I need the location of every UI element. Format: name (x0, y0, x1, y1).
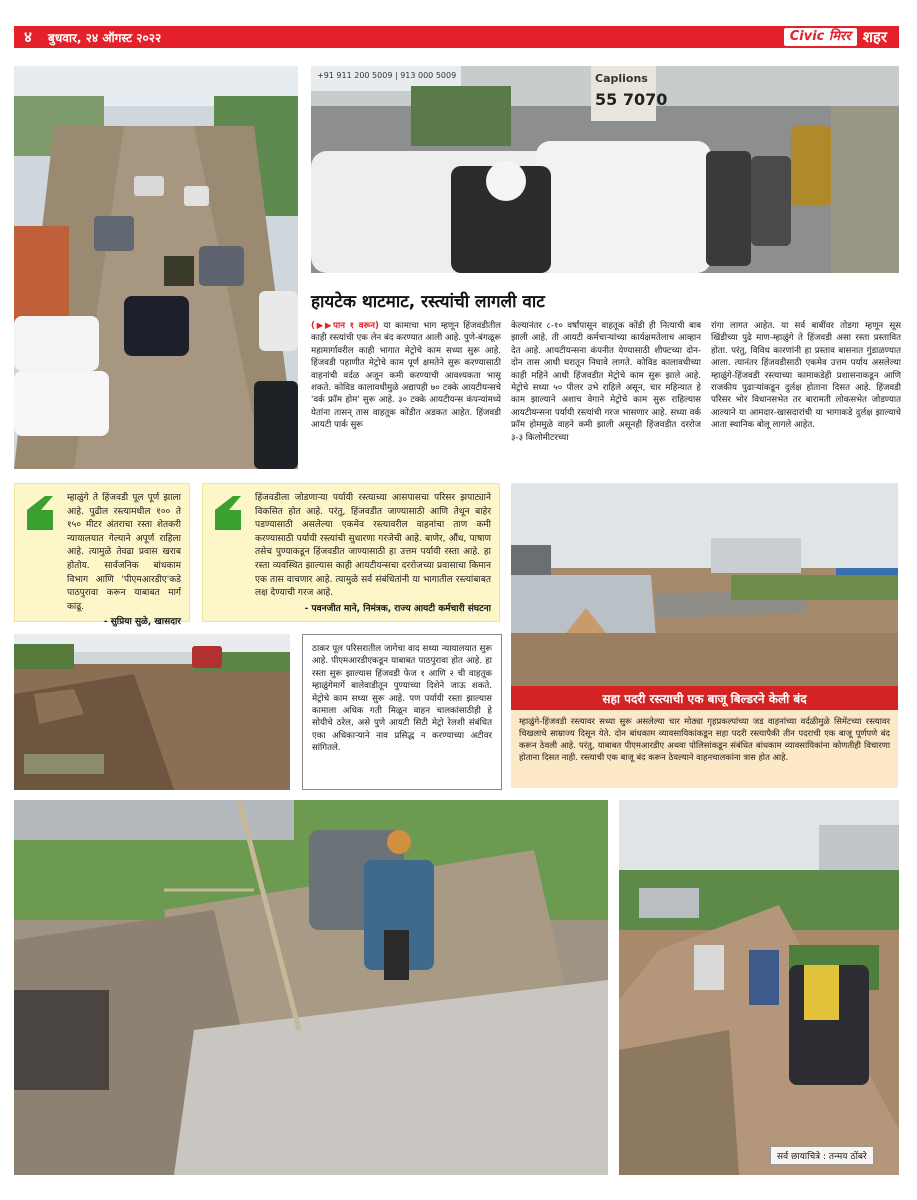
photo-riders-dirt-road (619, 800, 899, 1175)
feature-title: सहा पदरी रस्त्याची एक बाजू बिल्डरने केली बंद (511, 686, 898, 710)
quote-mark-icon (211, 492, 245, 532)
page-number: ४ (24, 28, 32, 46)
sidebar-note: ठाकर पूल परिसरातील जागेचा वाद सध्या न्यायालयात सुरू आहे. पीएमआरडीएकडून याबाबत पाठपुरावा होत आहे. हा रस्ता सुरू झाल्यास हिंजवडी फेज १ आणि २ ची वाहतूक म्हाळुंगेमार्गे बालेवाडीतून पुण्याच्या दिशेने जाऊ शकते. मेट्रोचे काम सध्या सुरू आहे. पण पर्यायी रस्ता झाल्यास कामाला अधिक गती मिळून वाहन चालकांसाठीही हे सोयीचे ठरेल, असे पुणे आयटी सिटी मेट्रो रेलशी संबंधित एका अधिकाऱ्याने नाव प्रसिद्ध न करण्याच्या अटीवर सांगितले. (302, 634, 502, 790)
quote-box-mane (202, 483, 500, 622)
billboard-brand: Caplions (595, 72, 648, 85)
quote-author: - पवनजीत माने, निमंत्रक, राज्य आयटी कर्मचारी संघटना (304, 603, 491, 614)
billboard-number: 55 7070 (595, 90, 668, 109)
continued-from-ref: (▶▶पान १ वरून) (311, 321, 379, 331)
article-body (311, 320, 901, 470)
photo-traffic-jam (311, 66, 899, 273)
photo-credit: सर्व छायाचित्रे : तन्मय ठोंबरे (770, 1146, 874, 1165)
quote-text: म्हाळुंगे ते हिंजवडी पूल पूर्ण झाला आहे. पुढील रस्त्यामधील १०० ते १५० मीटर अंतराचा रस्ता शेतकरी न्यायालयात गेल्याने अपूर्ण राहिला आहे. त्यामुळे तेवढा प्रवास खराब होतोय. सार्वजनिक बांधकाम विभाग आणि 'पीएमआरडीए'कडे पाठपुरावा करून याबाबत मार्ग काढू. (67, 493, 181, 612)
article-column-1 (311, 320, 501, 470)
photo-traffic-aerial (14, 66, 298, 469)
quote-text: हिंजवडीला जोडणाऱ्या पर्यायी रस्त्याच्या आसपासचा परिसर झपाट्याने विकसित होत आहे. परंतु, हिंजवडीत जाण्यासाठी आणि तेथून बाहेर पडण्यासाठी असलेल्या एकमेव रस्त्यावरील वाहनांचा ताण कमी करण्यासाठी पर्यायी रस्त्यांची सुधारणा गरजेची आहे. बाणेर, औंध, पाषाण तसेच पुण्याकडून हिंजवडीत जाण्यासाठी हा उत्तम पर्यायी रस्ता आहे. हा रस्ता व्यवस्थित झाल्यास काही आयटीयन्सचा दररोजच्या प्रवासाचा किमान एक तास वाचणार आहे. त्यामुळे सर्व संबंधितांनी या भागातील रस्त्यांबाबत लक्ष देण्याची गरज आहे. (255, 493, 491, 599)
article-col1-text: या कामाचा भाग म्हणून हिंजवडीतील काही रस्त्यांची एक लेन बंद करण्यात आली आहे. पुणे-बंगळूरू महामार्गावरील काही भागात मेट्रोचे काम सध्या सुरू आहे. हिंजवडी पहाणीत मेट्रोचे काम पूर्ण क्षमतेने सुरू करण्यासाठी वाहनांची वर्दळ अजून कमी करण्याची आवश्यकता भासू शकते. कोविड कालावधीमुळे अद्यापही ७० टक्के आयटीयन्सचे 'वर्क फ्रॉम होम' सुरू आहे. ३० टक्के आयटीयन्स कंपन्यांमध्ये येतांना तासन् तास वाहतूक कोंडीत अडकत आहेत. हिंजवडी आयटी पार्क सुरू (311, 321, 501, 431)
quote-mark-icon (23, 492, 57, 532)
page-header-bar (14, 26, 899, 48)
quote-box-sule (14, 483, 190, 628)
photo-construction-road (511, 483, 898, 686)
article-column-3: रांगा लागत आहेत. या सर्व बाबींवर तोडगा म्हणून सूस खिंडीच्या पुढे माण-म्हाळुंगे ते हिंजवडी असा रस्ता प्रस्तावित होता. परंतु, विविध कारणांनी हा प्रस्ताव बासनात गुंडाळण्यात आला. त्यानंतर हिंजवडीसाठी एकमेव उत्तम पर्याय असलेल्या म्हाळुंगे-हिंजवडी रस्त्याच्या कामाकडेही प्रशासनाकडून आणि राजकीय पुढाऱ्यांकडून दुर्लक्ष होताना दिसत आहे. हिंजवडी परिसर भोर विधानसभेत तर बारामती लोकसभेत जोडण्यात आल्याने या आमदार-खासदारांची या भागाकडे दुर्लक्ष झाल्याचे आता स्थानिक बोलू लागले आहेत. (711, 321, 901, 431)
article-column-2: केल्यानंतर ८-१० वर्षांपासून वाहतूक कोंडी ही नित्याची बाब झाली आहे. ती आयटी कर्मचाऱ्यांच्या कार्यक्षमतेलाच आव्हान देत आहे. आयटीयन्सना कंपनीत येण्यासाठी शीफ्टच्या दोन-दोन तास आधी घरातून निघावे लागते. कोविड कालावधीच्या काही महिने आधी हिंजवडीत मेट्रोचे काम सुरू झाले आहे. मेट्रोचे सध्या ५० पीलर उभे राहिले असून, चार महिन्यात हे काम झाल्याने अशाच वेगाने मेट्रोचे काम सुरू राहिल्यास आयटीयन्सना पर्यायी रस्त्यांची गरज भासणार आहे. सध्या वर्क फ्रॉम होममुळे वाहने कमी झाली असूनही हिंजवडीत दररोज ३-३ किलोमीटरच्या (511, 321, 701, 443)
issue-date: बुधवार, २४ ऑगस्ट २०२२ (48, 30, 162, 45)
section-name: शहर (862, 28, 887, 46)
billboard-phone: +91 911 200 5009 | 913 000 5009 (317, 71, 457, 80)
article-headline: हायटेक थाटमाट, रस्त्यांची लागली वाट (311, 292, 545, 312)
masthead-logo: Civic मिरर (784, 28, 857, 46)
photo-excavation (14, 634, 290, 790)
quote-author: - सुप्रिया सुळे, खासदार (103, 617, 181, 628)
feature-body: म्हाळुंगे-हिंजवडी रस्त्यावर सध्या सुरू असलेल्या चार मोठ्या गृहप्रकल्पांच्या जड वाहनांच्या वर्दळीमुळे सिमेंटच्या रस्त्यावर चिखलाचे साम्राज्य दिसून येते. दोन बांधकाम व्यावसायिकांकडून सहा पदरी रस्त्यापैकी तीन पदराची एक बाजू पूर्णपणे बंद करून ठेवली आहे. परंतु, याबाबत पीएमआरडीए अथवा पोलिसांकडून संबंधित बांधकाम व्यावसायिकांना कोणतीही विचारणा होताना दिसत नाही. रस्त्याची एक बाजू बंद करून ठेवल्याने वाहनचालकांना त्रास होत आहे. (511, 710, 898, 788)
photo-biker-mud-road (14, 800, 608, 1175)
